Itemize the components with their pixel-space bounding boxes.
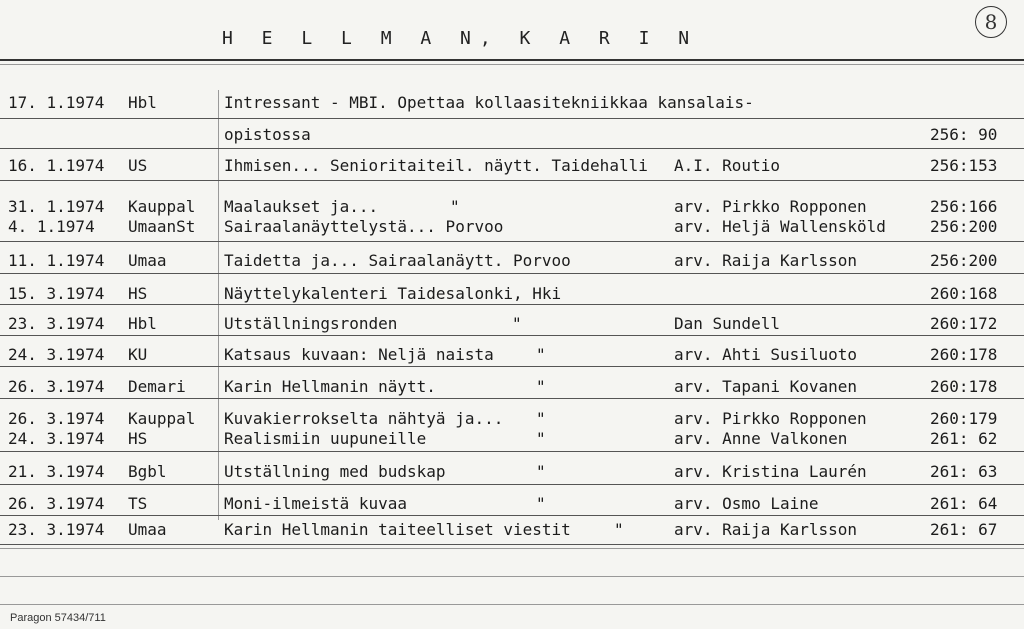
entry-critic: arv. Pirkko Ropponen: [674, 197, 867, 216]
entry-source: Demari: [128, 377, 186, 396]
entry-reference: 256: 90: [930, 125, 998, 144]
entry-source: Kauppal: [128, 197, 196, 216]
entry-ditto-mark: ": [450, 197, 460, 216]
row-rule: [0, 148, 1024, 149]
entry-source: Bgbl: [128, 462, 167, 481]
blank-rule: [0, 604, 1024, 605]
entry-source: Umaa: [128, 251, 167, 270]
entry-title: Karin Hellmanin näytt.: [224, 377, 436, 396]
entry-title: Moni-ilmeistä kuvaa: [224, 494, 408, 513]
entry-critic: arv. Raija Karlsson: [674, 251, 858, 270]
row-rule: [0, 398, 1024, 399]
entry-reference: 260:179: [930, 409, 998, 428]
blank-rule: [0, 548, 1024, 549]
entry-title: Maalaukset ja...: [224, 197, 379, 216]
entry-source: UmaanSt: [128, 217, 196, 236]
entry-reference: 256:166: [930, 197, 998, 216]
entry-date: 24. 3.1974: [8, 345, 105, 364]
table-row: [0, 155, 1024, 177]
entry-critic: arv. Kristina Laurén: [674, 462, 867, 481]
entry-date: 26. 3.1974: [8, 409, 105, 428]
printer-imprint: Paragon 57434/711: [10, 612, 106, 624]
entry-title: Realismiin uupuneille: [224, 429, 427, 448]
entry-date: 23. 3.1974: [8, 520, 105, 539]
header-rule-secondary: [0, 64, 1024, 65]
entry-critic: arv. Raija Karlsson: [674, 520, 858, 539]
entry-source: Hbl: [128, 93, 157, 112]
entry-date: 17. 1.1974: [8, 93, 105, 112]
entry-date: 31. 1.1974: [8, 197, 105, 216]
row-rule: [0, 451, 1024, 452]
table-row: [0, 313, 1024, 335]
entry-critic: arv. Tapani Kovanen: [674, 377, 858, 396]
entry-title: Sairaalanäyttelystä... Porvoo: [224, 217, 504, 236]
table-row: [0, 216, 1024, 238]
entry-date: 26. 3.1974: [8, 377, 105, 396]
entry-ditto-mark: ": [536, 494, 546, 513]
row-rule: [0, 366, 1024, 367]
entry-reference: 256:200: [930, 251, 998, 270]
entry-date: 11. 1.1974: [8, 251, 105, 270]
entry-critic: arv. Heljä Wallensköld: [674, 217, 886, 236]
entry-reference: 260:178: [930, 345, 998, 364]
table-row: [0, 519, 1024, 541]
table-row: [0, 196, 1024, 218]
entry-reference: 261: 64: [930, 494, 998, 513]
row-rule: [0, 515, 1024, 516]
entry-title: Ihmisen... Senioritaiteil. näytt. Taidehalli: [224, 156, 648, 175]
entry-ditto-mark: ": [536, 429, 546, 448]
header-rule: [0, 59, 1024, 61]
entry-ditto-mark: ": [536, 345, 546, 364]
entry-date: 23. 3.1974: [8, 314, 105, 333]
entry-date: 26. 3.1974: [8, 494, 105, 513]
entry-title: Intressant - MBI. Opettaa kollaasitekniikkaa kansalais-: [224, 93, 754, 112]
entry-reference: 261: 62: [930, 429, 998, 448]
table-row: [0, 250, 1024, 272]
entry-reference: 256:200: [930, 217, 998, 236]
entry-date: 21. 3.1974: [8, 462, 105, 481]
entry-reference: 260:172: [930, 314, 998, 333]
entry-source: HS: [128, 429, 148, 448]
entry-title: Utställning med budskap: [224, 462, 446, 481]
entry-title: Katsaus kuvaan: Neljä naista: [224, 345, 494, 364]
entry-source: KU: [128, 345, 148, 364]
entry-critic: arv. Ahti Susiluoto: [674, 345, 858, 364]
card-number-stamp: 8: [975, 6, 1007, 38]
entry-critic: Dan Sundell: [674, 314, 780, 333]
row-rule: [0, 484, 1024, 485]
entry-date: 24. 3.1974: [8, 429, 105, 448]
entry-source: TS: [128, 494, 148, 513]
entry-ditto-mark: ": [536, 377, 546, 396]
entry-ditto-mark: ": [614, 520, 624, 539]
entry-title: opistossa: [224, 125, 311, 144]
entry-date: 15. 3.1974: [8, 284, 105, 303]
table-row: [0, 428, 1024, 450]
entry-date: 4. 1.1974: [8, 217, 95, 236]
table-row: [0, 408, 1024, 430]
entry-critic: A.I. Routio: [674, 156, 780, 175]
entry-ditto-mark: ": [512, 314, 522, 333]
entry-ditto-mark: ": [536, 462, 546, 481]
entry-critic: arv. Pirkko Ropponen: [674, 409, 867, 428]
table-row: [0, 461, 1024, 483]
row-rule: [0, 335, 1024, 336]
table-row: [0, 124, 1024, 146]
row-rule: [0, 180, 1024, 181]
row-rule: [0, 118, 1024, 119]
entry-title: Karin Hellmanin taiteelliset viestit: [224, 520, 571, 539]
table-row: [0, 283, 1024, 305]
entry-reference: 260:168: [930, 284, 998, 303]
entry-date: 16. 1.1974: [8, 156, 105, 175]
entry-critic: arv. Osmo Laine: [674, 494, 819, 513]
entry-critic: arv. Anne Valkonen: [674, 429, 848, 448]
entry-title: Näyttelykalenteri Taidesalonki, Hki: [224, 284, 562, 303]
table-row: [0, 92, 1024, 114]
entry-source: US: [128, 156, 148, 175]
row-rule: [0, 241, 1024, 242]
entry-reference: 256:153: [930, 156, 998, 175]
row-rule: [0, 544, 1024, 545]
table-row: [0, 493, 1024, 515]
blank-rule: [0, 576, 1024, 577]
row-rule: [0, 273, 1024, 274]
entry-title: Utställningsronden: [224, 314, 398, 333]
table-row: [0, 344, 1024, 366]
entry-reference: 261: 67: [930, 520, 998, 539]
entry-source: Umaa: [128, 520, 167, 539]
entry-title: Taidetta ja... Sairaalanäytt. Porvoo: [224, 251, 571, 270]
entry-source: HS: [128, 284, 148, 303]
card-title: H E L L M A N, K A R I N: [222, 28, 699, 49]
entry-source: Kauppal: [128, 409, 196, 428]
entry-ditto-mark: ": [536, 409, 546, 428]
table-row: [0, 376, 1024, 398]
entry-reference: 260:178: [930, 377, 998, 396]
entry-reference: 261: 63: [930, 462, 998, 481]
entry-source: Hbl: [128, 314, 157, 333]
entry-title: Kuvakierrokselta nähtyä ja...: [224, 409, 504, 428]
